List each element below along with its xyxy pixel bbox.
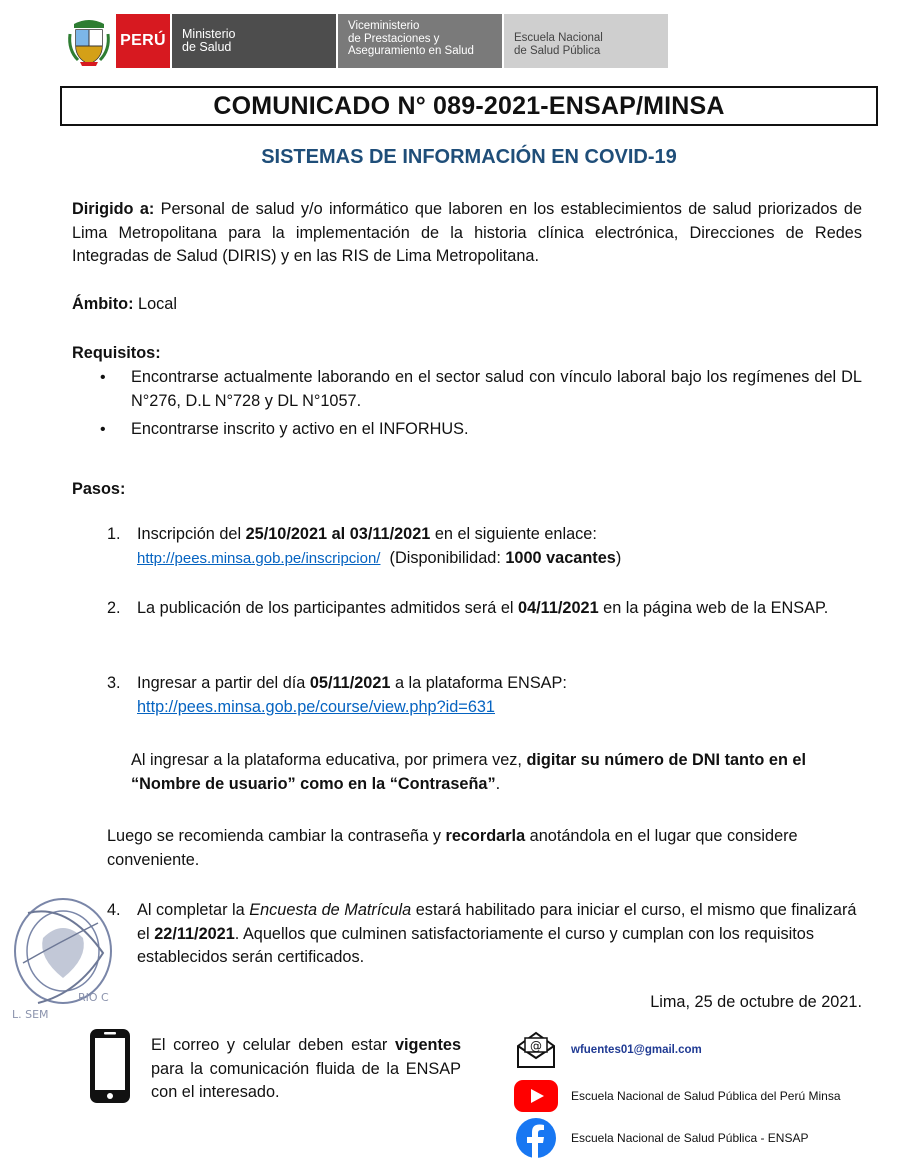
facebook-icon	[515, 1117, 557, 1159]
requisitos-list	[100, 366, 862, 447]
step-text: a la plataforma ENSAP:	[390, 674, 567, 692]
email-address[interactable]: wfuentes01@gmail.com	[571, 1044, 702, 1056]
peru-logo-block	[116, 14, 170, 68]
pasos-heading	[72, 478, 862, 502]
phone-text-post: para la comunicación fluida de la ENSAP con el interesado.	[151, 1059, 461, 1101]
step-date: 04/11/2021	[518, 599, 599, 617]
step-text: Al completar la	[137, 901, 250, 919]
ambito-text: Local	[133, 295, 177, 313]
vice-line: Aseguramiento en Salud	[348, 45, 474, 57]
ambito-label: Ámbito:	[72, 295, 134, 313]
document-title: COMUNICADO N° 089-2021-ENSAP/MINSA	[213, 91, 725, 120]
disponibilidad-close: )	[615, 548, 622, 567]
dirigido-label: Dirigido a:	[72, 200, 155, 218]
step-text: en el siguiente enlace:	[430, 525, 597, 543]
luego-paragraph	[107, 825, 867, 872]
vice-line: de Prestaciones y	[348, 32, 440, 45]
dirigido-paragraph	[72, 198, 862, 269]
dirigido-text: Personal de salud y/o informático que laboren en los establecimientos de salud priorizados de Lima Metropolitana para la implementación de la historia clínica electrónica, Direcciones de Redes Integradas de Salud (DIRIS) y en las RIS de Lima Metropolitana.	[72, 200, 863, 265]
step-number: 4.	[107, 901, 121, 919]
svg-text:@: @	[530, 1039, 542, 1053]
escuela-line: Escuela Nacional	[514, 32, 603, 44]
contacto-vigente-text	[151, 1034, 461, 1105]
list-item: • Encontrarse inscrito y activo en el INFORHUS.	[100, 418, 862, 442]
ministerio-line: de Salud	[182, 40, 232, 54]
lugar-fecha: Lima, 25 de octubre de 2021.	[650, 993, 862, 1011]
pasos-label: Pasos:	[72, 480, 126, 498]
peru-label: PERÚ	[120, 32, 166, 49]
youtube-channel[interactable]: Escuela Nacional de Salud Pública del Perú Minsa	[571, 1089, 841, 1103]
mobile-phone-icon	[88, 1027, 132, 1105]
step-3-note	[131, 749, 861, 796]
facebook-contact	[513, 1118, 808, 1158]
step-number: 2.	[107, 599, 121, 617]
note-text: Al ingresar a la plataforma educativa, por primera vez,	[131, 751, 527, 769]
vice-line: Viceministerio	[348, 20, 420, 32]
youtube-contact	[513, 1076, 841, 1116]
phone-text-bold: vigentes	[394, 1036, 461, 1054]
step-text: en la página web de la ENSAP.	[598, 599, 829, 617]
header-logo-bar	[66, 14, 668, 68]
plataforma-link[interactable]: http://pees.minsa.gob.pe/course/view.php?id=631	[137, 697, 495, 716]
step-text: La publicación de los participantes admitidos será el	[137, 599, 519, 617]
step-3	[107, 672, 867, 719]
phone-text-pre: El correo y celular deben estar	[151, 1036, 395, 1054]
disponibilidad-text: (Disponibilidad:	[380, 548, 506, 567]
email-icon	[515, 1030, 557, 1070]
svg-text:RIO C: RIO C	[78, 991, 109, 1004]
inscripcion-link[interactable]: http://pees.minsa.gob.pe/inscripcion/	[137, 549, 381, 567]
facebook-page[interactable]: Escuela Nacional de Salud Pública - ENSAP	[571, 1131, 809, 1145]
ministerio-block	[170, 14, 336, 68]
step-italic: Encuesta de Matrícula	[249, 901, 412, 919]
email-contact	[513, 1030, 702, 1070]
vacantes-count: 1000 vacantes	[505, 548, 616, 567]
step-2	[107, 597, 867, 621]
peru-coat-of-arms-icon	[66, 14, 112, 68]
ministerio-line: Ministerio	[182, 27, 236, 41]
list-item: • Encontrarse actualmente laborando en el sector salud con vínculo laboral bajo los regímenes del DL N°276, D.L N°728 y DL N°1057.	[100, 366, 862, 413]
ambito-paragraph	[72, 293, 862, 317]
note-bold: digitar su número de DNI tanto en el “Nombre de usuario” como en la “Contraseña”	[131, 751, 806, 793]
step-date: 05/11/2021	[309, 674, 391, 692]
step-text: . Aquellos que culminen satisfactoriamente el curso y cumplan con los requisitos establecidos serán certificados.	[137, 924, 814, 966]
step-1	[107, 523, 867, 570]
step-text: Ingresar a partir del día	[137, 674, 310, 692]
svg-text:L. SEM: L. SEM	[12, 1008, 49, 1021]
step-dates: 25/10/2021 al 03/11/2021	[245, 525, 431, 543]
step-text: Inscripción del	[137, 525, 246, 543]
comunicado-title-box	[60, 86, 878, 126]
step-date: 22/11/2021	[154, 924, 235, 943]
luego-end: anotándola en el lugar que considere conveniente.	[107, 827, 798, 869]
step-text: estará habilitado para iniciar el curso, el mismo que finalizará el	[137, 901, 857, 943]
viceministerio-block	[338, 14, 502, 68]
luego-text: Luego se recomienda cambiar la contraseña y	[107, 827, 446, 845]
step-4	[107, 899, 867, 970]
step-number: 3.	[107, 674, 121, 692]
step-number: 1.	[107, 525, 121, 543]
youtube-icon	[514, 1080, 558, 1112]
document-subtitle: SISTEMAS DE INFORMACIÓN EN COVID-19	[261, 146, 677, 168]
requisitos-label: Requisitos:	[72, 344, 161, 362]
luego-bold: recordarla	[445, 827, 526, 845]
note-end: .	[495, 774, 501, 793]
escuela-line: de Salud Pública	[514, 44, 601, 57]
requisitos-heading	[72, 342, 862, 366]
escuela-block	[504, 14, 668, 68]
